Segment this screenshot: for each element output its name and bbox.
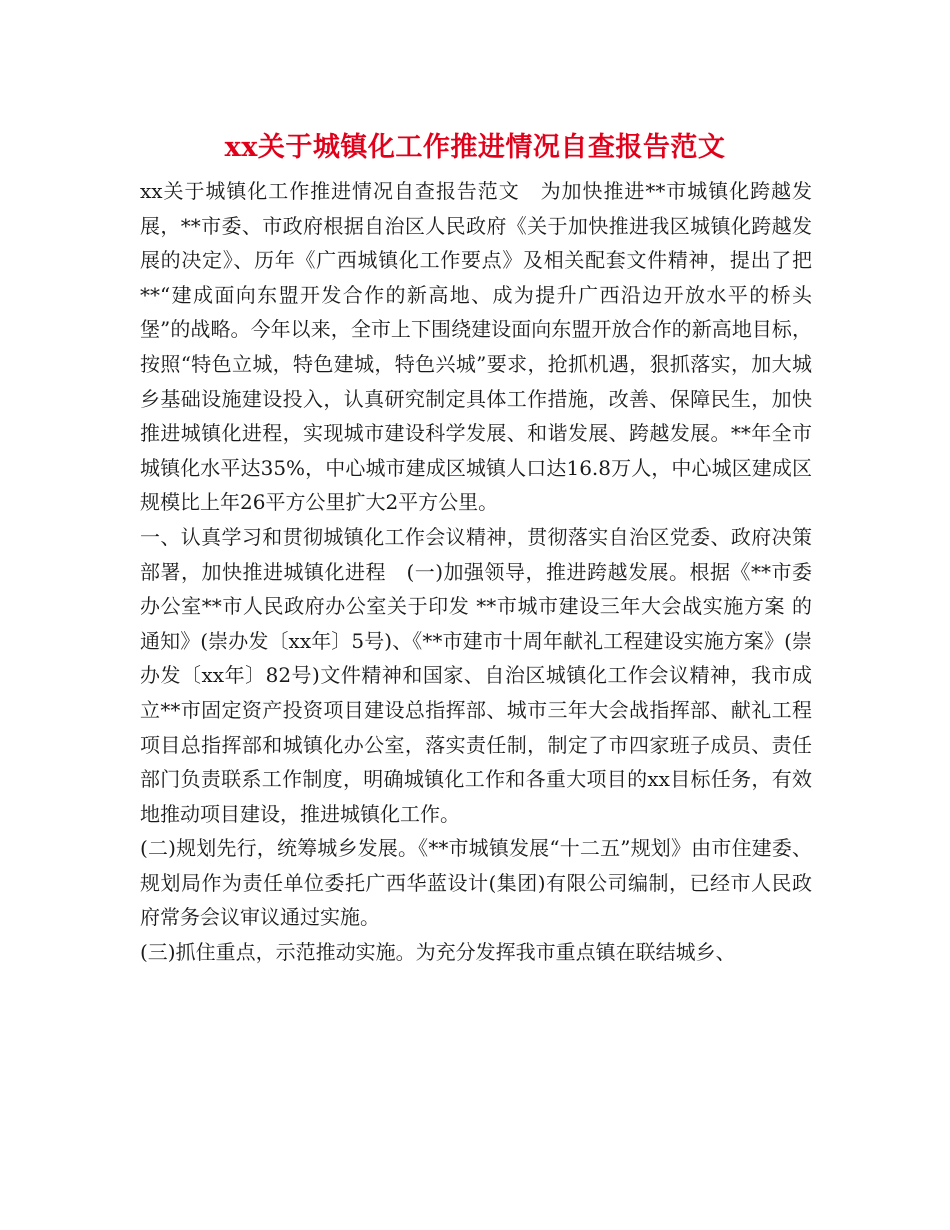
body-paragraph-3: (二)规划先行，统筹城乡发展。《**市城镇发展“十二五”规划》由市住建委、规划局作为责任单位委托广西华蓝设计(集团)有限公司编制，已经市人民政府常务会议审议通过实施。 <box>140 836 812 930</box>
document-title: xx关于城镇化工作推进情况自查报告范文 <box>224 132 726 163</box>
document-body <box>140 174 812 970</box>
body-paragraph-1: xx关于城镇化工作推进情况自查报告范文 为加快推进**市城镇化跨越发展，**市委、市政府根据自治区人民政府《关于加快推进我区城镇化跨越发展的决定》、历年《广西城镇化工作要点》及相关配套文件精神，提出了把**“建成面向东盟开发合作的新高地、成为提升广西沿边开放水平的桥头堡”的战略。今年以来，全市上下围绕建设面向东盟开放合作的新高地目标，按照“特色立城，特色建城，特色兴城”要求，抢抓机遇，狠抓落实，加大城乡基础设施建设投入，认真研究制定具体工作措施，改善、保障民生，加快推进城镇化进程，实现城市建设科学发展、和谐发展、跨越发展。**年全市城镇化水平达35%，中心城市建成区城镇人口达16.8万人，中心城区建成区规模比上年26平方公里扩大2平方公里。 <box>140 179 812 515</box>
body-paragraph-4: (三)抓住重点，示范推动实施。为充分发挥我市重点镇在联结城乡、 <box>140 940 736 965</box>
body-paragraph-2: 一、认真学习和贯彻城镇化工作会议精神，贯彻落实自治区党委、政府决策部署，加快推进城镇化进程 (一)加强领导，推进跨越发展。根据《**市委办公室**市人民政府办公室关于印发 **市城市建设三年大会战实施方案 的通知》(崇办发〔xx年〕5号)、《**市建市十周年献礼工程建设实施方案》(崇办发〔xx年〕82号)文件精神和国家、自治区城镇化工作会议精神，我市成立**市固定资产投资项目建设总指挥部、城市三年大会战指挥部、献礼工程项目总指挥部和城镇化办公室，落实责任制，制定了市四家班子成员、责任部门负责联系工作制度，明确城镇化工作和各重大项目的xx目标任务，有效地推动项目建设，推进城镇化工作。 <box>140 524 812 826</box>
